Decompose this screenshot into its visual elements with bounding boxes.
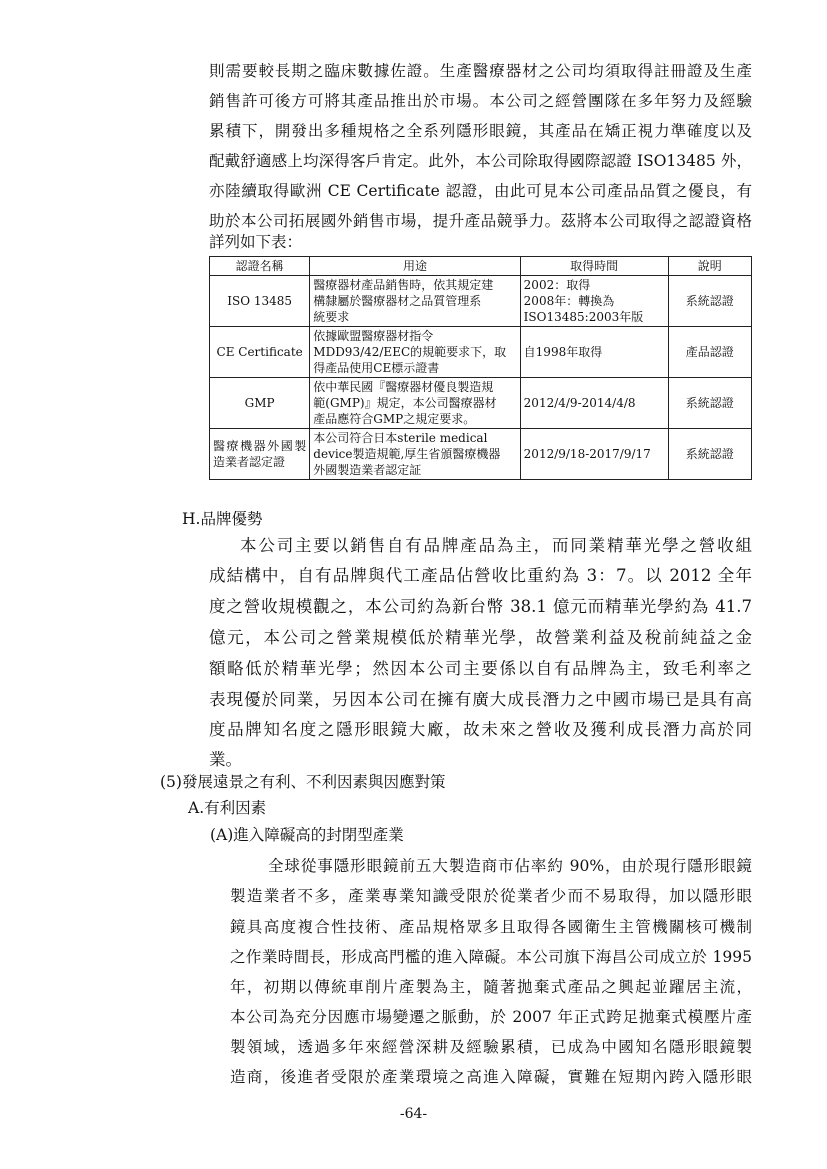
paragraph-line: 造商，後進者受限於產業環境之高進入障礙，實難在短期內跨入隱形眼 [230,1068,752,1086]
table-header-cell: 說明 [668,257,751,276]
paragraph-line: 製領域，透過多年來經營深耕及經驗累積，已成為中國知名隱形眼鏡製 [230,1038,752,1056]
cert-note-cell: 系統認證 [668,378,751,429]
section-heading: (5)發展遠景之有利、不利因素與因應對策 [160,773,446,791]
cert-use-line: 依中華民國『醫療器材優良製造規 [313,380,494,394]
cert-note-cell: 系統認證 [668,429,751,480]
cert-use-line: device製造規範,厚生省頒醫療機器 [313,447,501,461]
table-header-row [210,257,752,276]
table-header-cell: 認證名稱 [210,257,310,276]
cert-use-cell [310,276,520,327]
table-header-cell: 用途 [310,257,520,276]
cert-use-cell [310,378,520,429]
table-header-cell: 取得時間 [520,257,668,276]
paragraph-line: 本公司為充分因應市場變遷之脈動，於 2007 年正式跨足拋棄式模壓片產 [230,1008,752,1026]
cert-use-line: 醫療器材產品銷售時，依其規定建 [313,278,494,292]
table-row [210,276,752,327]
cert-name-cell: 醫療機器外國製造業者認定證 [210,429,310,480]
paragraph-line: 度之營收規模觀之，本公司約為新台幣 38.1 億元而精華光學約為 41.7 [209,597,752,616]
intro-line: 配戴舒適感上均深得客戶肯定。此外，本公司除取得國際認證 ISO13485 外， [209,152,752,170]
cert-use-line: 範(GMP)』規定，本公司醫療器材 [313,396,497,410]
paragraph-line: 本公司主要以銷售自有品牌產品為主，而同業精華光學之營收組 [240,536,752,555]
paragraph-line: 度品牌知名度之隱形眼鏡大廠，故未來之營收及獲利成長潛力高於同 [209,720,752,739]
cert-date-cell [520,429,668,480]
cert-use-line: MDD93/42/EEC的規範要求下，取 [313,345,507,359]
paragraph-line: 全球從事隱形眼鏡前五大製造商市佔率約 90%，由於現行隱形眼鏡 [268,857,752,875]
cert-date-line: 自1998年取得 [523,345,603,359]
cert-note-cell: 產品認證 [668,327,751,378]
cert-use-line: 統要求 [313,310,350,324]
paragraph-line: 額略低於精華光學；然因本公司主要係以自有品牌為主，致毛利率之 [209,659,752,678]
cert-date-cell [520,327,668,378]
intro-line: 詳列如下表： [209,233,303,251]
cert-name-cell: ISO 13485 [210,276,310,327]
intro-line: 累積下，開發出多種規格之全系列隱形眼鏡，其產品在矯正視力準確度以及 [209,122,752,140]
paragraph-line: 鏡具高度複合性技術、產品規格眾多且取得各國衛生主管機關核可機制 [230,918,752,936]
cert-date-line: 2002：取得 [523,278,591,292]
cert-name-cell: GMP [210,378,310,429]
intro-line: 助於本公司拓展國外銷售市場，提升產品競爭力。茲將本公司取得之認證資格 [209,212,752,230]
page-number: -64- [399,1106,428,1122]
paragraph-line: 年，初期以傳統車削片產製為主，隨著拋棄式產品之興起並躍居主流， [230,978,752,996]
cert-use-line: 本公司符合日本sterile medical [313,431,488,445]
cert-date-line: 2008年：轉換為 [523,294,615,308]
cert-name-cell: CE Certificate [210,327,310,378]
intro-line: 亦陸續取得歐洲 CE Certificate 認證，由此可見本公司產品品質之優良，有 [209,182,752,200]
cert-use-cell [310,327,520,378]
intro-line: 銷售許可後方可將其產品推出於市場。本公司之經營團隊在多年努力及經驗 [209,92,752,110]
paragraph-line: 成結構中，自有品牌與代工產品佔營收比重約為 3：7。以 2012 全年 [209,566,752,585]
cert-use-cell [310,429,520,480]
paragraph-line: 之作業時間長，形成高門檻的進入障礙。本公司旗下海昌公司成立於 1995 [230,948,752,966]
cert-use-line: 產品應符合GMP之規定要求。 [313,412,476,426]
cert-date-cell [520,378,668,429]
cert-use-line: 構隸屬於醫療器材之品質管理系 [313,294,482,308]
cert-note-cell: 系統認證 [668,276,751,327]
paragraph-line: 億元，本公司之營業規模低於精華光學，故營業利益及稅前純益之金 [209,628,752,647]
cert-date-line: 2012/4/9-2014/4/8 [523,396,636,410]
cert-use-line: 得產品使用CE標示證書 [313,361,440,375]
cert-use-line: 外國製造業者認定証 [313,463,422,477]
table-row [210,378,752,429]
paragraph-line: 製造業者不多，產業專業知識受限於從業者少而不易取得，加以隱形眼 [230,887,752,905]
cert-date-line: 2012/9/18-2017/9/17 [523,447,651,461]
paragraph-line: 業。 [209,750,242,769]
certification-table [209,256,752,480]
cert-date-cell [520,276,668,327]
intro-line: 則需要較長期之臨床數據佐證。生產醫療器材之公司均須取得註冊證及生產 [209,62,752,80]
cert-date-line: ISO13485:2003年版 [523,310,644,324]
section-heading: H.品牌優勢 [182,510,263,528]
table-row [210,429,752,480]
paragraph-line: 表現優於同業，另因本公司在擁有廣大成長潛力之中國市場已是具有高 [209,690,752,709]
subsection-heading: (A)進入障礙高的封閉型產業 [210,826,404,844]
subsection-heading: A.有利因素 [188,799,267,817]
table-row [210,327,752,378]
cert-use-line: 依據歐盟醫療器材指令 [313,329,434,343]
